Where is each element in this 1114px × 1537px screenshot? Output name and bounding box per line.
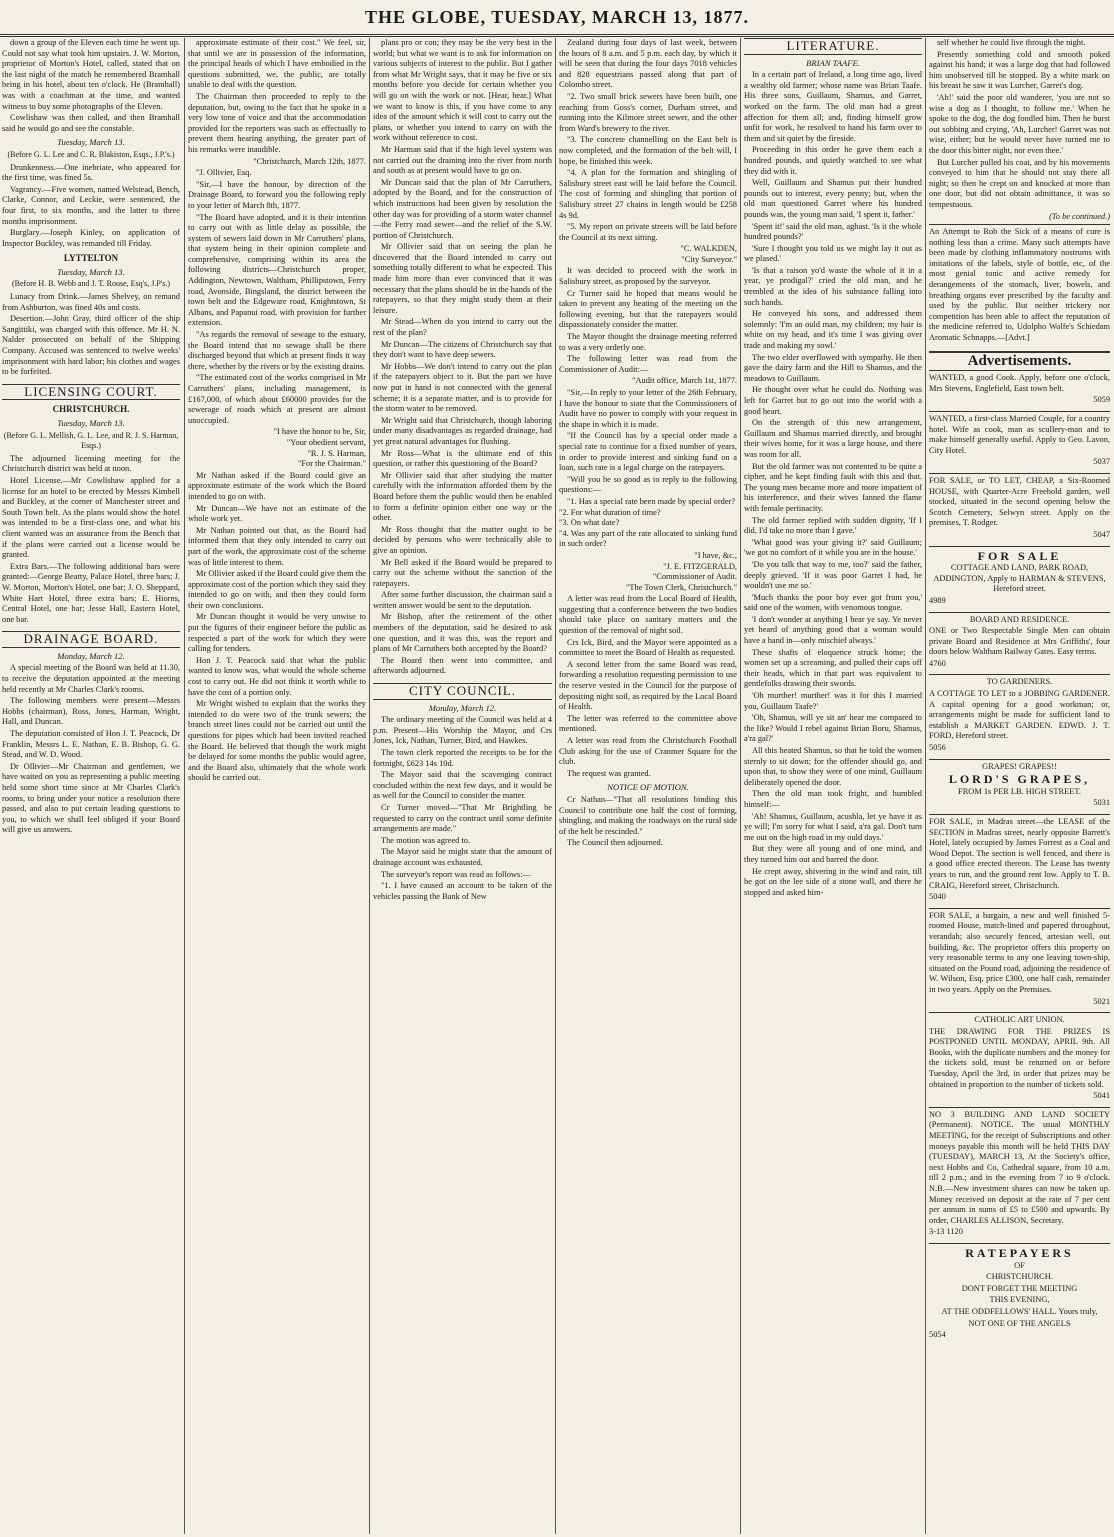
- advert-headline: FOR SALE: [977, 548, 1062, 563]
- paragraph: "4. A plan for the formation and shingling of Salisbury street east will be laid before the Council. The cost of forming and shingling that portion of Salisbury street 27 chains in length would be £258 4s 9d.: [559, 168, 737, 220]
- advert-bargain-house: [929, 908, 1110, 1010]
- paragraph: He thought over what he could do. Nothing was left for Garret but to go out into the world with a good heart.: [744, 385, 922, 416]
- section-heading: CHRISTCHURCH.: [52, 404, 130, 415]
- paragraph: Zealand during four days of last week, between the hours of 8 a.m. and 5 p.m. each day, by which it will be seen that during the four days 7018 vehicles and 828 equestrians passed along that part of Colombo street.: [559, 38, 737, 90]
- advert-text: ONE or Two Respectable Single Men can obtain private Board and Residence at Mrs Griffiths', four doors below Waltham Railway Gates. Easy terms.: [929, 626, 1110, 657]
- paragraph: A special meeting of the Board was held at 11.30, to receive the deputation appointed at the meeting held recently at Mr Charles Clark's rooms.: [2, 663, 180, 694]
- paragraph: Mr Nathan asked if the Board could give an approximate estimate of the work which the Board intended to go on with.: [188, 470, 366, 501]
- paragraph: "If the Council has by a special order made a special rate to continue for a fixed number of years, in order to provide interest and sinking fund on a loan, such rate is a legal charge on the ratepayers.: [559, 431, 737, 473]
- section-date: Tuesday, March 13.: [57, 266, 125, 277]
- paragraph: These shafts of eloquence struck home; the women set up a screaming, and pulled their caps off their heads, which in that part was equivalent to gentlefolks drawing their swords.: [744, 647, 922, 689]
- paragraph: In a certain part of Ireland, a long time ago, lived a wealthy old farmer; whose name was Brian Taafe. His three sons, Guillaum, Shamus, and Garret, worked on the farm. The old man had a great affection for them all; and, finding himself grow unfit for work, he resolved to hand his farm over to them and sit quiet by the fireside.: [744, 70, 922, 143]
- paragraph: The Board then went into committee, and afterwards adjourned.: [373, 655, 552, 676]
- paragraph: Mr Ross thought that the matter ought to be decided by persons who were technically able to give an opinion.: [373, 524, 552, 555]
- column-1: [2, 38, 180, 1534]
- paragraph: The old farmer replied with sudden dignity, 'If I did, I'd take no more than I gave.': [744, 515, 922, 536]
- paragraph: 'I don't wonder at anything I hear ye say. Ye never yet heard of anything good that a woman would have a hand in—only mischief always.': [744, 614, 922, 646]
- paragraph: self whether he could live through the night.: [937, 38, 1086, 47]
- paragraph: Hon J. T. Peacock said that what the public wanted to know was, what would the whole scheme cost to carry out. He did not think it worth while to have the cost of a portion only.: [188, 655, 366, 697]
- paragraph: 'Oh, Shamus, will ye sit an' hear me compared to the like? Would I rebel against Brian Boru, Shamus, a'ra gal?': [744, 713, 922, 744]
- advert-number: 5040: [929, 892, 946, 902]
- paragraph: 'Ah!' said the poor old wanderer, 'you are not so wise a dog as I thought, to follow me.' When he spoke to the dog, the dog fondled him. Then he burst out sobbing and crying, 'Ah, Lurcher! Garret was not wise, either; but he would never have turned me to the door this bitter night, nor even thee.': [929, 92, 1110, 155]
- paragraph: The town clerk reported the receipts to be for the fortnight, £623 14s 10d.: [373, 748, 552, 768]
- advert-number: 5054: [929, 1330, 946, 1340]
- paragraph: Mr Hobbs—We don't intend to carry out the plan if the ratepayers object to it. But the part we have now put in hand is not connected with the general scheme; it is a separate matter, and is to provide for the storm water to be removed.: [373, 361, 552, 414]
- paragraph: "1. I have caused an account to be taken of the vehicles passing the Bank of New: [373, 881, 552, 901]
- paragraph: Lunacy from Drink.—James Shelvey, on remand from Ashburton, was fined 40s and costs.: [2, 292, 180, 312]
- paragraph: The Mayor said he might state that the amount of drainage account was exhausted.: [373, 847, 552, 867]
- advert-married-couple: [929, 411, 1110, 471]
- paragraph: "3. The concrete channelling on the East belt is now completed, and the formation of the belt will, I hope, be finished this week.: [559, 135, 737, 166]
- paragraph: All this heated Shamus, so that he told the women sternly to sit down; for the offender should go, and upon that, to show they were of one mind, Guillaum deliberately opened the door.: [744, 746, 922, 787]
- paragraph: Mr Wright wished to explain that the works they intended to do were two of the trunk sewers; the branch street lines could not be carried out until the questions for pipes which had been invited reached the Board. He believed that though the work might be delayed for some months the public would agree, and the Board also, ultimately that the whole work should be carried out.: [188, 699, 366, 783]
- advert-madras-lease: [929, 814, 1110, 906]
- advert-number: 4760: [929, 658, 946, 668]
- advert-text: THE DRAWING FOR THE PRIZES IS POSTPONED UNTIL MONDAY, APRIL 9th. All Books, with the duplicate numbers and the money for the tickets sold, must be returned on or before Tuesday, April the 3rd, in order that prizes may be obtained in proportion to the number of tickets sold.: [929, 1026, 1110, 1089]
- advertisements-heading: Advertisements.: [929, 351, 1110, 367]
- section-date: NOTICE OF MOTION.: [607, 782, 689, 793]
- advert-cook: [929, 370, 1110, 409]
- paragraph: The surveyor's report was read as follows:—: [381, 869, 531, 879]
- column-6: [929, 38, 1110, 1534]
- paragraph: The following members were present—Messrs Hobbs (chairman), Ross, Jones, Harman, Wright, Hall, and Duncan.: [2, 696, 180, 727]
- paragraph: 'Oh murther! murther! was it for this I married you, Guillaum Taafe?': [744, 691, 922, 711]
- paragraph: Cr Turner moved—"That Mr Brightling be requested to carry on the contract until some definite arrangements are made.": [373, 802, 552, 834]
- paragraph: A second letter from the same Board was read, forwarding a resolution requesting permission to use the reserve vested in the Council for the purpose of depositing night soil, as required by the Local Board of Health.: [559, 659, 737, 712]
- advert-grapes: [929, 759, 1110, 812]
- advert-text: AT THE ODDFELLOWS' HALL. Yours truly,: [941, 1306, 1098, 1316]
- advert-text: FOR SALE, or TO LET, CHEAP, a Six-Roomed HOUSE, with Quarter-Acre Freehold garden, well stocked, situated in the second opening below the Scotch Cemetery, Selwyn street. Apply on the premises, T. Rodger.: [929, 475, 1110, 528]
- paragraph: "As regards the removal of sewage to the estuary, the Board intend that no sewage shall be there discharged beyond that which at present finds it way there, whether by the rivers or by the existing drains.: [188, 330, 366, 371]
- advert-heading: GRAPES! GRAPES!!: [982, 761, 1057, 771]
- advert-text: CHRISTCHURCH.: [986, 1272, 1053, 1282]
- advert-headline: LORD'S GRAPES,: [948, 772, 1091, 787]
- advert-text: A COTTAGE TO LET to a JOBBING GARDENER. A capital opening for a good workman; or, arrangements might be made for sufficient land to establish a MARKET GARDEN. EDWD. J. T. FORD, Hereford street.: [929, 689, 1110, 741]
- paragraph: Mr Ross—What is the ultimate end of this question, or rather this questioning of the Board?: [373, 448, 552, 469]
- section-date: Monday, March 12.: [428, 702, 497, 713]
- paragraph: Mr Wright said that Christchurch, though laboring under many disadvantages as regarded drainage, had yet great natural advantages for flushing.: [373, 415, 552, 446]
- section-date: Tuesday, March 13.: [57, 418, 125, 428]
- advert-text: COTTAGE AND LAND, PARK ROAD, ADDINGTON, Apply to HARMAN & STEVENS, Hereford street.: [933, 563, 1106, 594]
- advert-text: OF: [1014, 1260, 1025, 1270]
- section-title: DRAINAGE BOARD.: [2, 631, 180, 648]
- advert-number: 5021: [1093, 996, 1110, 1006]
- paragraph: Mr Duncan said that the plan of Mr Carruthers, adopted by the Board, and for the construction of which instructions had been given by resolution the other day was for providing of a storm water channel—the Ferry road sewer—and the relief of the S.W. portion of Christchurch.: [373, 177, 552, 240]
- paragraph: The following letter was read from the Commissioner of Audit:—: [559, 354, 737, 374]
- advert-gardeners: [929, 674, 1110, 756]
- paragraph: Cr Nathan—"That all resolutions binding this Council to contribute one half the cost of forming, shingling, and making the roadways on the rural side of the belt be rescinded.": [559, 794, 737, 836]
- paragraph: Presently something cold and smooth poked against his hand; it was a large dog that had followed him unobserved till he stopped. By a white mark on his breast he saw it was Lurcher, Garret's dog.: [929, 49, 1110, 91]
- letter-signature: "I have the honor to be, Sir, "Your obedient servant, "R. J. S. Harman, "For the Chairman.": [273, 427, 366, 469]
- section-heading: LYTTELTON: [63, 253, 119, 264]
- paragraph: Crs Ick, Bird, and the Mayor were appointed as a committee to meet the Board of Health as requested.: [559, 637, 737, 658]
- paragraph: The Council then adjourned.: [567, 838, 663, 848]
- paragraph: Mr Stead—When do you intend to carry out the rest of the plan?: [373, 317, 552, 338]
- paragraph: Mr Duncan thought it would be very unwise to put the figures of their engineer before the public as respected a part of the work for which they were calling for tenders.: [188, 612, 366, 654]
- paragraph: The adjourned licensing meeting for the Christchurch district was held at noon.: [2, 453, 180, 474]
- paragraph: "Sir,—I have the honour, by direction of the Drainage Board, to forward you the following reply to your letter of March 8th, 1877.: [188, 179, 366, 210]
- paragraph: 'Much thanks the poor boy ever got from you,' said one of the women, with venomous tongue.: [744, 592, 922, 613]
- paragraph: 'What good was your giving it?' said Guillaum; 'we got no comfort of it while you are in the house.': [744, 537, 922, 558]
- advert-text: WANTED, a first-class Married Couple, for a country hotel. Wife as cook, man as scullery-man and to make himself generally useful. Apply to Geo. Lavon, City Hotel.: [929, 414, 1110, 455]
- paragraph: plans pro or con; they may be the very best in the world; but what we want is to ask for information on various subjects of interest to the public. But I gather from what Mr Wright says, that it may be five or six months before you decide for certain whether you will go on with the work or not. [Hear, hear.] What we want to know is this, if you have come to any idea of the amount which it will cost to carry out the plans, or whether you intend to carry on with the work without reference to cost.: [373, 38, 552, 143]
- paragraph: "Will you be so good as to reply to the following questions:—: [559, 474, 737, 495]
- paragraph: On the strength of this new arrangement, Guillaum and Shamus married directly, and brought their wives home, for it was a large house, and there was room for all.: [744, 418, 922, 459]
- advert-heading: TO GARDENERS.: [986, 677, 1053, 687]
- column-5: [744, 38, 922, 1534]
- paragraph: Then the old man took fright, and humbled himself:—: [744, 789, 922, 809]
- paragraph: The two elder overflowed with sympathy. He then gave the dairy farm and the Hill to Shamus, and the meadows to Guillaum.: [744, 352, 922, 383]
- paragraph: Proceeding in this order he gave them each a hundred pounds, and quietly watched to see what they did with it.: [744, 145, 922, 176]
- paragraph: Mr Nathan pointed out that, as the Board had informed them that they only intended to carry out part of the work, the approximate cost of the scheme was of little interest to them.: [188, 525, 366, 567]
- advert-text: An Attempt to Rob the Sick of a means of cure is nothing less than a crime. Many such attempts have been made by clothing inflammatory nostrums with imitations of the labels, style of bottle, etc, of the most genial tonic and active remedy for derangements of the stomach, liver, bowels, and breathing organs ever prescribed by the faculty and used by the public. But neither trickery nor competition has been able to affect the reputation of the medicine referred to, Udolpho Wolfe's Schiedam Aromatic Schnapps.—[Advt.]: [929, 227, 1110, 343]
- paragraph: Mr Ollivier said that on seeing the plan he discovered that the Board intended to carry out something totally different to what he expected. This made him more than ever convinced that it was necessary that the plans should be in the hands of the ratepayers, so that they might study them at their leisure.: [373, 242, 552, 315]
- paragraph: Mr Harman said that if the high level system was not carried out the draining into the river from north and south as at present would have to go on.: [373, 144, 552, 176]
- advert-remedy: [929, 224, 1110, 347]
- paragraph: Burglary.—Joseph Kinley, on application of Inspector Buckley, was remanded till Friday.: [2, 228, 180, 248]
- advert-number: 5041: [1093, 1091, 1110, 1101]
- advert-heading: BOARD AND RESIDENCE.: [969, 614, 1070, 624]
- advert-ratepayers: [929, 1243, 1110, 1344]
- paragraph: Drunkenness.—One inebriate, who appeared for the first time, was fined 5s.: [2, 162, 180, 183]
- paragraph: "The estimated cost of the works comprised in Mr Carruthers' plans, including management, is £167,000, of which about £60000 provides for the sewerage of roads which at present are almost unoccupied.: [188, 373, 366, 425]
- paragraph: The letter was referred to the committee above mentioned.: [559, 713, 737, 734]
- paragraph: He crept away, shivering in the wind and rain, till he got on the lee side of a stone wall, and there he stopped and asked him-: [744, 866, 922, 897]
- advert-number: 5056: [929, 743, 946, 753]
- paragraph: Cr Turner said he hoped that means would be taken to prevent any heating of the meeting on the following evening, but that the ratepayers would dispassionately consider the matter.: [559, 288, 737, 330]
- masthead: THE GLOBE, TUESDAY, MARCH 13, 1877.: [365, 7, 749, 27]
- section-date: Monday, March 12.: [57, 650, 125, 661]
- advert-text: WANTED, a good Cook. Apply, before one o'clock, Mrs Stevens, Englefield, East town belt.: [929, 373, 1110, 393]
- paragraph: 'Spent it!' said the old man, aghast. 'Is it the whole hundred pounds?': [744, 221, 922, 242]
- advert-number: 4989: [929, 595, 946, 605]
- paragraph: 'Is that a raison yo'd waste the whole of it in a year, ye prodigal?' cried the old man, and he trembled at the idea of his substance falling into such hands.: [744, 265, 922, 307]
- advert-cottage: [929, 546, 1110, 610]
- paragraph: approximate estimate of their cost." We feel, sir, that until we are in possession of the information, the principal heads of which I have embodied in the questions submitted, we, the public, are totally unable to deal with the question.: [188, 38, 366, 90]
- masthead-rule: [0, 34, 1114, 35]
- paragraph: Hotel License.—Mr Cowlishaw applied for a license for an hotel to be erected by Messrs Kimbell and Buckley, at the corner of Manchester street and South Town belt. As the plans would show the hotel was intended to be a first-class one, and what his client wanted was an assurance from the Bench that if the plans were carried out a license would be granted.: [2, 475, 180, 560]
- advert-house-sale: [929, 473, 1110, 544]
- paragraph: "2. Two small brick sewers have been built, one reaching from Goss's corner, Durham street, and running into the Kilmore street sewer, and the other from Ward's brewery to the river.: [559, 91, 737, 133]
- masthead-rule-2: [0, 36, 1114, 37]
- paragraph: The motion was agreed to.: [381, 835, 471, 845]
- paragraph: He conveyed his sons, and addressed them solemnly: 'I'm an ould man, my children; my hair is white on my head, and it's time I was giving over trade and making my sowl.': [744, 309, 922, 351]
- advert-number: 5037: [1093, 457, 1110, 467]
- paragraph: 'Sure I thought you told us we might lay it out as we plased.': [744, 243, 922, 264]
- paragraph: The Mayor said that the scavenging contract concluded within the next few days, and it would be as well for the Council to consider the matter.: [373, 770, 552, 801]
- paragraph: The deputation consisted of Hon J. T. Peacock, Dr Franklin, Messrs L. E. Nathan, E. B. Bishop, G. G. Stead, and W. D. Wood.: [2, 729, 180, 760]
- paragraph: The Chairman then proceeded to reply to the deputation, but, owing to the fact that he spoke in a very low tone of voice and that the accommodation provided for the reporters was such as effectually to prevent them hearing anything, the greater part of his remarks were inaudible.: [188, 91, 366, 154]
- letter-signature: "I have, &c., "J. E. FITZGERALD, "Commissioner of Audit. "The Town Clerk, Christchurch.": [626, 550, 737, 592]
- section-title: LICENSING COURT.: [2, 384, 180, 401]
- paragraph: Mr Bell asked if the Board would be prepared to carry out the scheme without the sanction of the ratepayers.: [373, 557, 552, 588]
- letter-signature: "C. WALKDEN, "City Surveyor.": [680, 244, 737, 264]
- advert-text: DONT FORGET THE MEETING: [961, 1283, 1078, 1293]
- section-title: CITY COUNCIL.: [373, 683, 552, 700]
- paragraph: Mr Ollivier said that after studying the matter carefully with the information afforded them by the Board before them the public would then be enabled to form a definite opinion either one way or the other.: [373, 470, 552, 523]
- paragraph: Mr Ollivier asked if the Board could give them the approximate cost of the portion which they said they intended to go on with, and then they could form their own conclusions.: [188, 569, 366, 610]
- advert-text: FOR SALE, a bargain, a new and well finished 5-roomed House, match-lined and papered throughout, verandah; also securely fenced, artesian well, out building, &c. The proprietor offers this property on very reasonable terms to any one leaving town-ship, situated on the Pound road, adjoining the residence of W. Wilson, Esq, price £300, one half cash, remainder in two years. Apply on the Premises.: [929, 910, 1110, 994]
- advert-text: THIS EVENING,: [989, 1295, 1050, 1305]
- paragraph: Mr Duncan—The citizens of Christchurch say that they don't want to have deep sewers.: [373, 339, 552, 360]
- columns: [2, 38, 1112, 1534]
- paragraph: Mr Duncan—We have not an estimate of the whole work yet.: [188, 503, 366, 524]
- bench-line: (Before G. L. Mellish, G. L. Lee, and R. J. S. Harman, Esqs.): [3, 430, 179, 451]
- letter-date: "Audit office, March 1st, 1877.: [632, 376, 737, 386]
- paragraph: The ordinary meeting of the Council was held at 4 p.m. Present—His Worship the Mayor, and Crs Jones, Ick, Nathan, Turner, Bird, and Hawkes.: [373, 715, 552, 746]
- paragraph: Well, Guillaum and Shamus put their hundred pounds out to interest, every penny; but, when the old man questioned Garret where his hundred pounds was, the young man said, 'I spent it, father.': [744, 178, 922, 219]
- paragraph: The Mayor thought the drainage meeting referred to was a very orderly one.: [559, 332, 737, 352]
- paragraph: But Lurcher pulled his coat, and by his movements conveyed to him that he should not stay there all night; so then he crept on and knocked at more than one door, but did not obtain admittance, it was so tempestuous.: [929, 157, 1110, 209]
- paragraph: It was decided to proceed with the work in Salisbury street, as proposed by the surveyor.: [559, 266, 737, 287]
- letter-recipient: "J. Ollivier, Esq.: [196, 168, 252, 178]
- paragraph: "The Board have adopted, and it is their intention to carry out with as little delay as possible, the system of sewers laid down in Mr Carruthers' plans, that system being in their opinion complete and comprehensive, comprising within its area the following districts—Christchurch proper, Addington, Newtown, Waltham, Phillipstown, Ferry road, Avonside, Bingsland, the district between the town belt and the Edgeware road, Knightstown, St Albans, and Papanui road, with provision for further extension.: [188, 212, 366, 328]
- paragraph: "5. My report on private streets will be laid before the Council at its next sitting.: [559, 222, 737, 242]
- paragraph: After some further discussion, the chairman said a written answer would be sent to the deputation.: [373, 590, 552, 610]
- paragraph: 'Ah! Shamus, Guillaum, acushla, let ye have it as ye will; I'm sorry for what I said, a'ra gal. Don't turn me out on the high road in my ould days.': [744, 811, 922, 842]
- bench-line: (Before G. L. Lee and C. R. Blakiston, Esqs., J.P.'s.): [7, 149, 175, 159]
- question-list: "1. Has a special rate been made by special order? "2. For what duration of time? "3. On what date? "4. Was any part of the rate allocated to sinking fund in such order?: [559, 496, 737, 549]
- paragraph: Extra Bars.—The following additional bars were granted:—George Beatty, Palace Hotel, three bars; J. W. Morton, Morton's Hotel, one bar; J. O. Sheppard, White Hart Hotel, three extra bars; E. Hiorns, Central Hotel, one bar; Jesse Hall, Eastern Hotel, one bar.: [2, 561, 180, 624]
- paragraph: But they were all young and of one mind, and they turned him out and barred the door.: [744, 844, 922, 864]
- advert-headline: RATEPAYERS: [965, 1245, 1074, 1260]
- advert-text: NO 3 BUILDING AND LAND SOCIETY (Permanent). NOTICE. The usual MONTHLY MEETING, for the receipt of Subscriptions and other moneys payable this month will be held THIS DAY (TUESDAY), MARCH 13, At the Society's office, next Hobbs and Co, Cathedral square, from 10 a.m. till 2 p.m.; and in the evening from 7 to 9 o'clock. N.B.—New investment shares can now be taken up. Money received on deposit at the rate of 7 per cent per annum in sums of £5 to £500 and upwards. By order, CHARLES ALLISON, Secretary.: [929, 1109, 1110, 1225]
- paragraph: Desertion.—John Gray, third officer of the ship Sangittiki, was charged with this offence. Mr H. N. Nalder prosecuted on behalf of the Shipping Company. Accused was sentenced to twelve weeks' imprisonment with hard labor; his clothes and wages to be forfeited.: [2, 314, 180, 377]
- advert-number: 3-13 1120: [929, 1227, 963, 1237]
- advert-number: 5047: [1093, 529, 1110, 539]
- paragraph: Mr Bishop, after the retirement of the other members of the deputation, said he desired to ask one question, and it was this, was the report and plans of Mr Carruthers both accepted by the Board?: [373, 612, 552, 654]
- advert-building-society: [929, 1107, 1110, 1241]
- advert-text: FOR SALE, in Madras street—the LEASE of the SECTION in Madras street, nearly opposite Barrett's Hotel, lately occupied by James Forrest as a Coal and Wood Depot. The section is well fenced, and there is a good office erected thereon. The Lease has twenty years to run, and the ground rent low. Apply to T. B. CRAIG, Hereford street, Christchurch.: [929, 817, 1110, 890]
- column-2: [188, 38, 366, 1534]
- paragraph: The request was granted.: [567, 768, 651, 778]
- paragraph: A letter was read from the Local Board of Health, suggesting that a conference between the two bodies should take place on sanitary matters and the question of the removal of night soil.: [559, 594, 737, 636]
- advert-number: 5059: [1093, 395, 1110, 405]
- bench-line: (Before H. B. Webb and J. T. Rouse, Esq's, J.P's.): [11, 279, 170, 289]
- advert-text: NOT ONE OF THE ANGELS: [968, 1318, 1071, 1328]
- paragraph: Dr Ollivier—Mr Chairman and gentlemen, we have waited on you as representing a public meeting held some short time since at Mr Charles Clark's rooms, to bring under your notice a resolution there passed, and also to put certain leading questions to you, to which we shall feel obliged if your Board will give us answers.: [2, 761, 180, 835]
- paragraph: A letter was read from the Christchurch Football Club asking for the use of Cranmer Square for the club.: [559, 736, 737, 767]
- advert-number: 5031: [1093, 798, 1110, 808]
- column-3: [373, 38, 552, 1534]
- paragraph: Vagrancy.—Five women, named Welstead, Bench, Clarke, Connor, and Leckie, were sentenced, the four first, to six months, and the latter to three months imprisonment.: [2, 184, 180, 226]
- letter-date: "Christchurch, March 12th, 1877.: [253, 156, 366, 166]
- advert-heading: CATHOLIC ART UNION.: [974, 1015, 1065, 1025]
- column-4: [559, 38, 737, 1534]
- section-date: Tuesday, March 13.: [57, 137, 125, 148]
- paragraph: "Sir,—In reply to your letter of the 26th February, I have the honour to state that the Commissioners of Audit have no power to comply with your request in the shape in which it is made.: [559, 388, 737, 429]
- story-title: BRIAN TAAFE.: [806, 57, 860, 68]
- advert-text: FROM 1s PER LB. HIGH STREET.: [958, 786, 1081, 796]
- section-title: LITERATURE.: [744, 38, 922, 55]
- paragraph: 'Do you talk that way to me, too?' said the father, deeply grieved. 'If it was poor Garret I had, he wouldn't use me so.': [744, 559, 922, 591]
- paragraph: Cowlishaw was then called, and then Bramhall said he would go and see the constable.: [2, 113, 180, 133]
- paragraph: down a group of the Eleven each time he went up. Could not say what took him upstairs. J. W. Morton, proprietor of Morton's Hotel, called, stated that on the last night of the match he remembered Bramhall being in his hotel, about ten o'clock. He (Bramhall) was with a coachman at the time, and wanted witness to buy some photographs of the Eleven.: [2, 38, 180, 111]
- advert-art-union: [929, 1012, 1110, 1105]
- advert-board: [929, 612, 1110, 673]
- to-be-continued: (To be continued.): [1049, 211, 1110, 221]
- paragraph: But the old farmer was not contented to be quite a cipher, and he kept finding fault with this and that. The young men became more and more impatient of his interference, and their wives fanned the flame with female pertinacity.: [744, 461, 922, 513]
